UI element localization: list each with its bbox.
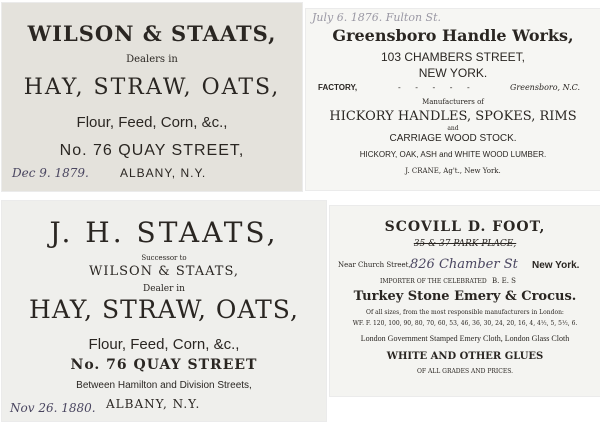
products-heading: HAY, STRAW, OATS,	[23, 75, 281, 100]
street-address: No. 76 QUAY STREET,	[59, 142, 245, 159]
handwritten-date: Dec 9. 1879.	[12, 166, 89, 180]
handwritten-date: Nov 26. 1880.	[10, 401, 96, 415]
card-title: WILSON & STAATS,	[27, 21, 277, 46]
city-label: New York.	[532, 260, 580, 271]
dealer-label: Dealer in	[143, 284, 185, 294]
products-heading: Turkey Stone Emery & Crocus.	[353, 289, 577, 304]
card-title: J. H. STAATS,	[49, 216, 279, 249]
near-label: Near Church Street,	[338, 261, 411, 269]
between-streets: Between Hamilton and Division Streets,	[76, 380, 252, 391]
products-subheading: Flour, Feed, Corn, &c.,	[76, 114, 228, 131]
agent-line: J. CRANE, Ag't., New York.	[405, 167, 501, 175]
handwritten-address: 826 Chamber St	[410, 257, 518, 272]
firm-name: WILSON & STAATS,	[88, 264, 240, 279]
glues-line: WHITE AND OTHER GLUES	[386, 351, 544, 362]
grades-line: OF ALL GRADES AND PRICES.	[416, 368, 514, 375]
grit-numbers: WF. F. 120, 100, 90, 80, 70, 60, 53, 46, 36, 30, 24, 20, 16, 4, 4½, 5, 5½, 6.	[352, 320, 578, 327]
dealers-label: Dealers in	[126, 54, 178, 65]
card-title: Greensboro Handle Works,	[332, 26, 574, 45]
importer-label: IMPORTER OF THE CELEBRATED	[380, 278, 487, 285]
cloth-line: London Government Stamped Emery Cloth, London Glass Cloth	[360, 334, 570, 343]
handwritten-note: July 6. 1876. Fulton St.	[312, 11, 442, 24]
business-card-scovill-foot	[330, 206, 600, 396]
street-address: 103 CHAMBERS STREET,	[380, 50, 526, 64]
factory-dashes: - - - - -	[398, 83, 476, 92]
successor-label: Successor to	[141, 254, 187, 262]
importer-initials: B. E. S	[492, 277, 516, 285]
street-address: No. 76 QUAY STREET	[70, 357, 258, 373]
lumber-line: HICKORY, OAK, ASH and WHITE WOOD LUMBER.	[359, 150, 547, 159]
city-label: ALBANY, N.Y.	[106, 397, 201, 411]
business-card-greensboro-handle-works	[306, 9, 600, 190]
factory-location: Greensboro, N.C.	[510, 83, 581, 92]
business-card-jh-staats	[2, 201, 326, 421]
and-label: and	[447, 125, 459, 132]
products-heading: HAY, STRAW, OATS,	[29, 295, 299, 324]
factory-label: FACTORY,	[318, 83, 358, 92]
business-card-wilson-staats	[2, 3, 302, 191]
city-label: NEW YORK.	[418, 66, 488, 80]
products-heading: HICKORY HANDLES, SPOKES, RIMS	[329, 109, 577, 124]
card-title: SCOVILL D. FOOT,	[384, 219, 546, 235]
manufacturers-label: Manufacturers of	[422, 98, 484, 106]
city-label: ALBANY, N.Y.	[120, 166, 207, 180]
sizes-line: Of all sizes, from the most responsible manufacturers in London:	[366, 309, 564, 316]
old-address: 35 & 37 PARK PLACE,	[413, 239, 517, 249]
products-subheading: CARRIAGE WOOD STOCK.	[389, 133, 517, 144]
products-subheading: Flour, Feed, Corn, &c.,	[88, 336, 240, 353]
